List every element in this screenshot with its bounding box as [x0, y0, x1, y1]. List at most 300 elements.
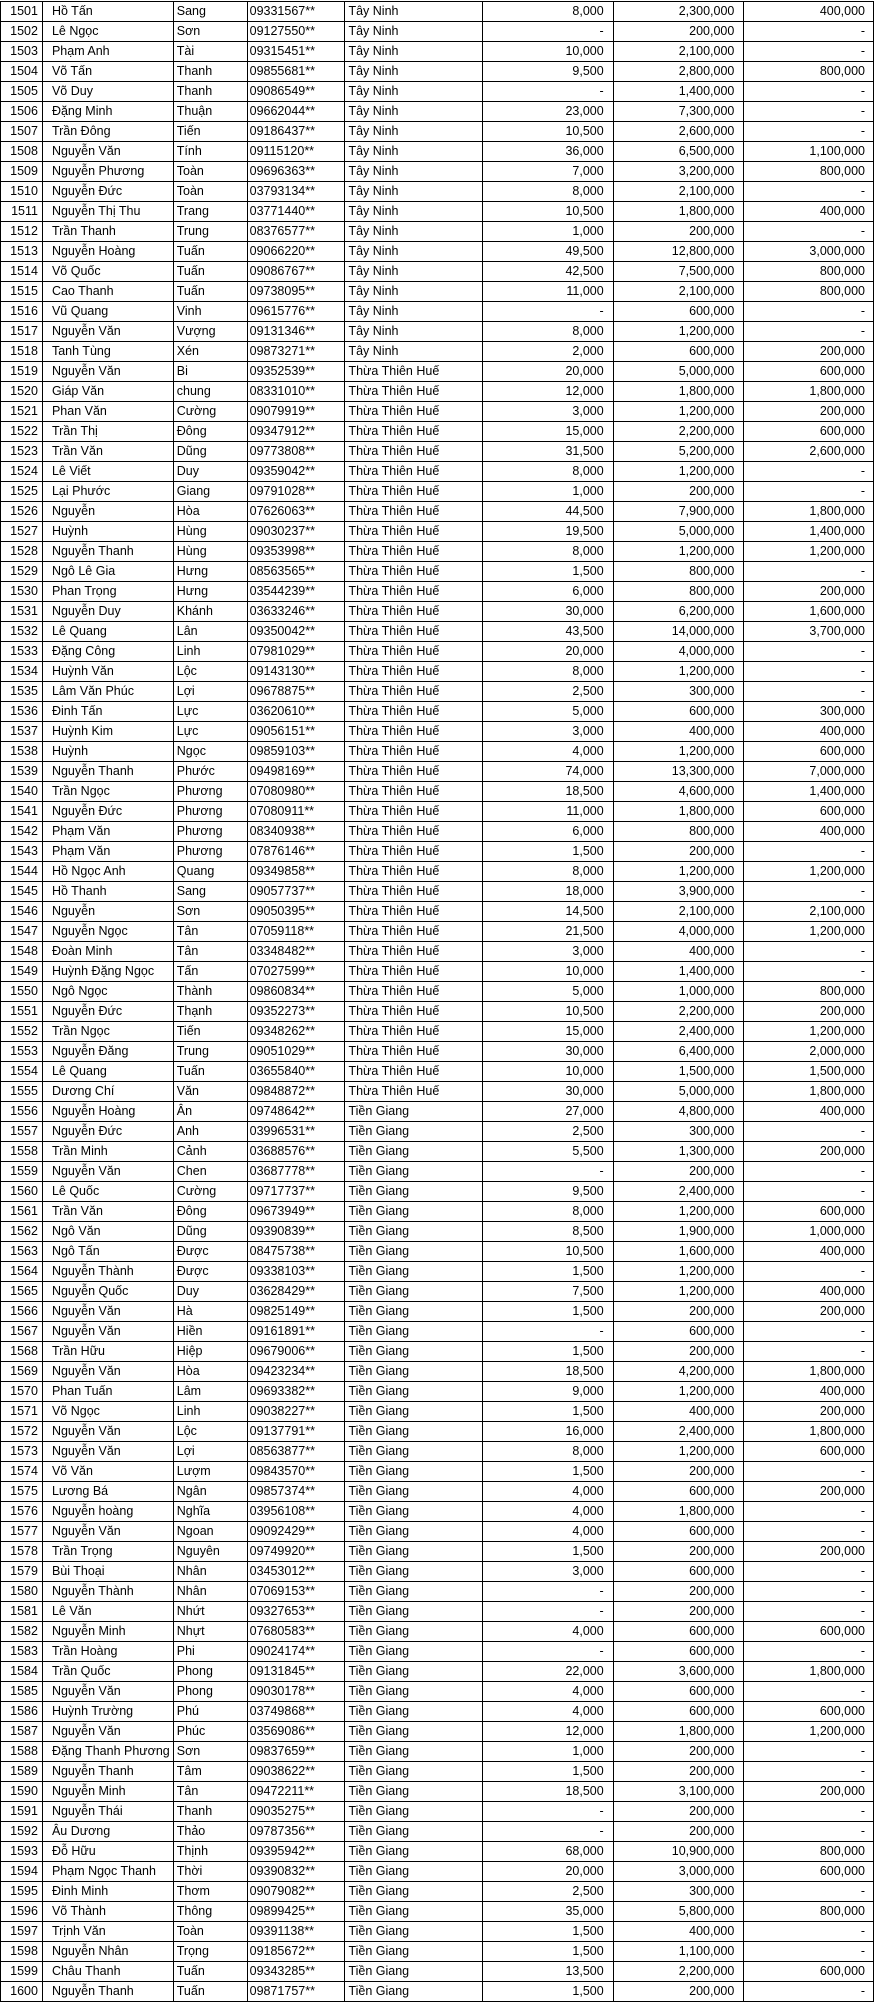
- phone-cell: 09498169**: [247, 762, 345, 782]
- total-cell: 200,000: [613, 1162, 744, 1182]
- province-cell: Thừa Thiên Huế: [345, 502, 483, 522]
- bonus-cell: 600,000: [744, 1202, 874, 1222]
- province-cell: Thừa Thiên Huế: [345, 422, 483, 442]
- phone-cell: 09873271**: [247, 342, 345, 362]
- bonus-cell: 200,000: [744, 582, 874, 602]
- province-cell: Tây Ninh: [345, 22, 483, 42]
- given-name-cell: Phong: [173, 1662, 247, 1682]
- row-number-cell: 1552: [1, 1022, 43, 1042]
- table-row: [1, 1022, 874, 1042]
- total-cell: 4,200,000: [613, 1362, 744, 1382]
- amount-cell: 8,500: [483, 1222, 614, 1242]
- table-row: [1, 342, 874, 362]
- surname-cell: Võ Văn: [42, 1462, 173, 1482]
- row-number-cell: 1577: [1, 1522, 43, 1542]
- total-cell: 4,800,000: [613, 1102, 744, 1122]
- given-name-cell: Thanh: [173, 82, 247, 102]
- bonus-cell: -: [744, 562, 874, 582]
- province-cell: Tiền Giang: [345, 1522, 483, 1542]
- row-number-cell: 1591: [1, 1802, 43, 1822]
- bonus-cell: -: [744, 1502, 874, 1522]
- surname-cell: Đỗ Hữu: [42, 1842, 173, 1862]
- surname-cell: Nguyễn: [42, 502, 173, 522]
- row-number-cell: 1574: [1, 1462, 43, 1482]
- bonus-cell: 600,000: [744, 1702, 874, 1722]
- phone-cell: 09843570**: [247, 1462, 345, 1482]
- given-name-cell: Ngân: [173, 1482, 247, 1502]
- total-cell: 2,200,000: [613, 1002, 744, 1022]
- bonus-cell: 200,000: [744, 1402, 874, 1422]
- given-name-cell: Hà: [173, 1302, 247, 1322]
- bonus-cell: 300,000: [744, 702, 874, 722]
- surname-cell: Đặng Minh: [42, 102, 173, 122]
- table-row: [1, 1462, 874, 1482]
- total-cell: 600,000: [613, 1482, 744, 1502]
- row-number-cell: 1513: [1, 242, 43, 262]
- table-row: [1, 442, 874, 462]
- row-number-cell: 1544: [1, 862, 43, 882]
- table-row: [1, 122, 874, 142]
- table-row: [1, 1002, 874, 1022]
- total-cell: 1,400,000: [613, 82, 744, 102]
- row-number-cell: 1569: [1, 1362, 43, 1382]
- total-cell: 200,000: [613, 222, 744, 242]
- phone-cell: 09038227**: [247, 1402, 345, 1422]
- amount-cell: 10,000: [483, 962, 614, 982]
- given-name-cell: Trọng: [173, 1942, 247, 1962]
- bonus-cell: -: [744, 942, 874, 962]
- bonus-cell: 2,000,000: [744, 1042, 874, 1062]
- table-row: [1, 1902, 874, 1922]
- surname-cell: Nguyễn Thị Thu: [42, 202, 173, 222]
- phone-cell: 03569086**: [247, 1722, 345, 1742]
- row-number-cell: 1583: [1, 1642, 43, 1662]
- phone-cell: 09327653**: [247, 1602, 345, 1622]
- table-row: [1, 1842, 874, 1862]
- province-cell: Tây Ninh: [345, 142, 483, 162]
- phone-cell: 03628429**: [247, 1282, 345, 1302]
- given-name-cell: Tuấn: [173, 1062, 247, 1082]
- surname-cell: Trần Văn: [42, 1202, 173, 1222]
- surname-cell: Lê Ngọc: [42, 22, 173, 42]
- row-number-cell: 1596: [1, 1902, 43, 1922]
- province-cell: Thừa Thiên Huế: [345, 762, 483, 782]
- row-number-cell: 1507: [1, 122, 43, 142]
- row-number-cell: 1600: [1, 1982, 43, 2002]
- province-cell: Thừa Thiên Huế: [345, 462, 483, 482]
- given-name-cell: Linh: [173, 1402, 247, 1422]
- province-cell: Tiền Giang: [345, 1282, 483, 1302]
- province-cell: Tây Ninh: [345, 342, 483, 362]
- bonus-cell: 800,000: [744, 262, 874, 282]
- row-number-cell: 1579: [1, 1562, 43, 1582]
- amount-cell: 16,000: [483, 1422, 614, 1442]
- phone-cell: 03771440**: [247, 202, 345, 222]
- surname-cell: Nguyễn Minh: [42, 1622, 173, 1642]
- given-name-cell: Sơn: [173, 22, 247, 42]
- total-cell: 4,600,000: [613, 782, 744, 802]
- phone-cell: 09349858**: [247, 862, 345, 882]
- surname-cell: Nguyễn Duy: [42, 602, 173, 622]
- table-row: [1, 1802, 874, 1822]
- row-number-cell: 1580: [1, 1582, 43, 1602]
- surname-cell: Phan Trọng: [42, 582, 173, 602]
- total-cell: 3,600,000: [613, 1662, 744, 1682]
- surname-cell: Nguyễn Thanh: [42, 1982, 173, 2002]
- row-number-cell: 1525: [1, 482, 43, 502]
- table-row: [1, 1162, 874, 1182]
- total-cell: 200,000: [613, 1302, 744, 1322]
- row-number-cell: 1505: [1, 82, 43, 102]
- total-cell: 400,000: [613, 942, 744, 962]
- row-number-cell: 1511: [1, 202, 43, 222]
- province-cell: Tây Ninh: [345, 122, 483, 142]
- table-row: [1, 942, 874, 962]
- surname-cell: Huỳnh: [42, 742, 173, 762]
- amount-cell: 74,000: [483, 762, 614, 782]
- surname-cell: Lê Quang: [42, 622, 173, 642]
- bonus-cell: -: [744, 842, 874, 862]
- phone-cell: 03348482**: [247, 942, 345, 962]
- amount-cell: 8,000: [483, 542, 614, 562]
- province-cell: Tiền Giang: [345, 1122, 483, 1142]
- given-name-cell: Sang: [173, 882, 247, 902]
- bonus-cell: -: [744, 1642, 874, 1662]
- bonus-cell: -: [744, 1262, 874, 1282]
- surname-cell: Nguyễn Văn: [42, 362, 173, 382]
- given-name-cell: Ngọc: [173, 742, 247, 762]
- total-cell: 13,300,000: [613, 762, 744, 782]
- phone-cell: 09343285**: [247, 1962, 345, 1982]
- surname-cell: Nguyễn Minh: [42, 1782, 173, 1802]
- total-cell: 2,200,000: [613, 422, 744, 442]
- surname-cell: Võ Quốc: [42, 262, 173, 282]
- province-cell: Tiền Giang: [345, 1182, 483, 1202]
- row-number-cell: 1561: [1, 1202, 43, 1222]
- province-cell: Tiền Giang: [345, 1662, 483, 1682]
- bonus-cell: -: [744, 1342, 874, 1362]
- phone-cell: 09859103**: [247, 742, 345, 762]
- surname-cell: Võ Thành: [42, 1902, 173, 1922]
- phone-cell: 07027599**: [247, 962, 345, 982]
- amount-cell: -: [483, 1162, 614, 1182]
- total-cell: 1,300,000: [613, 1142, 744, 1162]
- province-cell: Thừa Thiên Huế: [345, 942, 483, 962]
- row-number-cell: 1584: [1, 1662, 43, 1682]
- given-name-cell: Hiền: [173, 1322, 247, 1342]
- given-name-cell: Trung: [173, 1042, 247, 1062]
- phone-cell: 09131346**: [247, 322, 345, 342]
- amount-cell: 9,000: [483, 1382, 614, 1402]
- amount-cell: 43,500: [483, 622, 614, 642]
- given-name-cell: Nguyên: [173, 1542, 247, 1562]
- province-cell: Tây Ninh: [345, 102, 483, 122]
- given-name-cell: Sang: [173, 2, 247, 22]
- row-number-cell: 1534: [1, 662, 43, 682]
- row-number-cell: 1502: [1, 22, 43, 42]
- bonus-cell: -: [744, 1762, 874, 1782]
- amount-cell: 1,500: [483, 1462, 614, 1482]
- total-cell: 800,000: [613, 582, 744, 602]
- given-name-cell: Hiệp: [173, 1342, 247, 1362]
- row-number-cell: 1515: [1, 282, 43, 302]
- total-cell: 200,000: [613, 1762, 744, 1782]
- row-number-cell: 1520: [1, 382, 43, 402]
- surname-cell: Ngô Ngọc: [42, 982, 173, 1002]
- table-row: [1, 1302, 874, 1322]
- total-cell: 2,100,000: [613, 902, 744, 922]
- bonus-cell: 800,000: [744, 982, 874, 1002]
- surname-cell: Nguyễn Đức: [42, 1002, 173, 1022]
- surname-cell: Nguyễn Văn: [42, 1162, 173, 1182]
- province-cell: Tiền Giang: [345, 1742, 483, 1762]
- phone-cell: 09673949**: [247, 1202, 345, 1222]
- total-cell: 600,000: [613, 1522, 744, 1542]
- row-number-cell: 1564: [1, 1262, 43, 1282]
- surname-cell: Nguyễn Đăng: [42, 1042, 173, 1062]
- province-cell: Tiền Giang: [345, 1502, 483, 1522]
- bonus-cell: 800,000: [744, 1902, 874, 1922]
- table-row: [1, 1562, 874, 1582]
- bonus-cell: 200,000: [744, 342, 874, 362]
- surname-cell: Ngô Lê Gia: [42, 562, 173, 582]
- table-row: [1, 602, 874, 622]
- bonus-cell: -: [744, 1982, 874, 2002]
- total-cell: 2,800,000: [613, 62, 744, 82]
- phone-cell: 09161891**: [247, 1322, 345, 1342]
- row-number-cell: 1528: [1, 542, 43, 562]
- total-cell: 1,800,000: [613, 1502, 744, 1522]
- table-row: [1, 1762, 874, 1782]
- phone-cell: 07680583**: [247, 1622, 345, 1642]
- phone-cell: 09079919**: [247, 402, 345, 422]
- phone-cell: 09338103**: [247, 1262, 345, 1282]
- surname-cell: Nguyễn Văn: [42, 1322, 173, 1342]
- province-cell: Tiền Giang: [345, 1782, 483, 1802]
- given-name-cell: Tân: [173, 942, 247, 962]
- total-cell: 5,200,000: [613, 442, 744, 462]
- table-row: [1, 1242, 874, 1262]
- given-name-cell: Duy: [173, 1282, 247, 1302]
- total-cell: 300,000: [613, 682, 744, 702]
- amount-cell: -: [483, 22, 614, 42]
- row-number-cell: 1587: [1, 1722, 43, 1742]
- table-row: [1, 1962, 874, 1982]
- row-number-cell: 1559: [1, 1162, 43, 1182]
- given-name-cell: Lực: [173, 722, 247, 742]
- bonus-cell: -: [744, 1802, 874, 1822]
- given-name-cell: Lâm: [173, 1382, 247, 1402]
- table-row: [1, 102, 874, 122]
- surname-cell: Hồ Tấn: [42, 2, 173, 22]
- total-cell: 200,000: [613, 842, 744, 862]
- phone-cell: 09749920**: [247, 1542, 345, 1562]
- row-number-cell: 1576: [1, 1502, 43, 1522]
- bonus-cell: 400,000: [744, 2, 874, 22]
- total-cell: 1,000,000: [613, 982, 744, 1002]
- total-cell: 1,200,000: [613, 402, 744, 422]
- province-cell: Tiền Giang: [345, 1642, 483, 1662]
- table-row: [1, 822, 874, 842]
- amount-cell: 15,000: [483, 1022, 614, 1042]
- province-cell: Thừa Thiên Huế: [345, 682, 483, 702]
- province-cell: Thừa Thiên Huế: [345, 862, 483, 882]
- surname-cell: Nguyễn Nhân: [42, 1942, 173, 1962]
- province-cell: Tiền Giang: [345, 1402, 483, 1422]
- phone-cell: 09347912**: [247, 422, 345, 442]
- table-row: [1, 1362, 874, 1382]
- phone-cell: 09678875**: [247, 682, 345, 702]
- bonus-cell: 200,000: [744, 1482, 874, 1502]
- table-row: [1, 1102, 874, 1122]
- surname-cell: Trần Đông: [42, 122, 173, 142]
- province-cell: Thừa Thiên Huế: [345, 1002, 483, 1022]
- bonus-cell: -: [744, 882, 874, 902]
- given-name-cell: Nghĩa: [173, 1502, 247, 1522]
- bonus-cell: 600,000: [744, 802, 874, 822]
- total-cell: 1,800,000: [613, 202, 744, 222]
- province-cell: Tiền Giang: [345, 1162, 483, 1182]
- bonus-cell: 1,800,000: [744, 1422, 874, 1442]
- total-cell: 4,000,000: [613, 922, 744, 942]
- amount-cell: -: [483, 1822, 614, 1842]
- phone-cell: 09092429**: [247, 1522, 345, 1542]
- total-cell: 600,000: [613, 1622, 744, 1642]
- surname-cell: Đinh Tấn: [42, 702, 173, 722]
- row-number-cell: 1589: [1, 1762, 43, 1782]
- table-row: [1, 902, 874, 922]
- bonus-cell: 400,000: [744, 1242, 874, 1262]
- surname-cell: Phạm Ngọc Thanh: [42, 1862, 173, 1882]
- given-name-cell: Đông: [173, 1202, 247, 1222]
- table-row: [1, 322, 874, 342]
- province-cell: Thừa Thiên Huế: [345, 982, 483, 1002]
- bonus-cell: -: [744, 1682, 874, 1702]
- total-cell: 2,600,000: [613, 122, 744, 142]
- bonus-cell: -: [744, 1182, 874, 1202]
- surname-cell: Dương Chí: [42, 1082, 173, 1102]
- total-cell: 300,000: [613, 1122, 744, 1142]
- surname-cell: Lương Bá: [42, 1482, 173, 1502]
- phone-cell: 03793134**: [247, 182, 345, 202]
- row-number-cell: 1543: [1, 842, 43, 862]
- phone-cell: 08376577**: [247, 222, 345, 242]
- phone-cell: 09395942**: [247, 1842, 345, 1862]
- amount-cell: 12,000: [483, 382, 614, 402]
- bonus-cell: 3,000,000: [744, 242, 874, 262]
- amount-cell: 35,000: [483, 1902, 614, 1922]
- total-cell: 7,900,000: [613, 502, 744, 522]
- given-name-cell: Lộc: [173, 662, 247, 682]
- given-name-cell: Cường: [173, 402, 247, 422]
- bonus-cell: -: [744, 1582, 874, 1602]
- total-cell: 400,000: [613, 1402, 744, 1422]
- total-cell: 1,200,000: [613, 1382, 744, 1402]
- table-row: [1, 42, 874, 62]
- amount-cell: 3,000: [483, 942, 614, 962]
- given-name-cell: Thạnh: [173, 1002, 247, 1022]
- given-name-cell: Thơm: [173, 1882, 247, 1902]
- amount-cell: 14,500: [483, 902, 614, 922]
- row-number-cell: 1549: [1, 962, 43, 982]
- total-cell: 2,400,000: [613, 1182, 744, 1202]
- amount-cell: 1,500: [483, 1262, 614, 1282]
- province-cell: Tiền Giang: [345, 1982, 483, 2002]
- total-cell: 14,000,000: [613, 622, 744, 642]
- phone-cell: 09143130**: [247, 662, 345, 682]
- amount-cell: -: [483, 1582, 614, 1602]
- table-row: [1, 1482, 874, 1502]
- given-name-cell: Hùng: [173, 522, 247, 542]
- province-cell: Thừa Thiên Huế: [345, 402, 483, 422]
- table-row: [1, 622, 874, 642]
- phone-cell: 09051029**: [247, 1042, 345, 1062]
- surname-cell: Phạm Anh: [42, 42, 173, 62]
- surname-cell: Nguyễn Văn: [42, 1362, 173, 1382]
- bonus-cell: 1,200,000: [744, 922, 874, 942]
- amount-cell: 4,000: [483, 1702, 614, 1722]
- surname-cell: Phạm Văn: [42, 842, 173, 862]
- phone-cell: 09348262**: [247, 1022, 345, 1042]
- total-cell: 1,800,000: [613, 382, 744, 402]
- table-row: [1, 242, 874, 262]
- given-name-cell: Tính: [173, 142, 247, 162]
- total-cell: 1,200,000: [613, 542, 744, 562]
- phone-cell: 07080980**: [247, 782, 345, 802]
- row-number-cell: 1504: [1, 62, 43, 82]
- phone-cell: 09860834**: [247, 982, 345, 1002]
- surname-cell: Phạm Văn: [42, 822, 173, 842]
- surname-cell: Huỳnh Trường: [42, 1702, 173, 1722]
- total-cell: 600,000: [613, 1682, 744, 1702]
- table-row: [1, 562, 874, 582]
- row-number-cell: 1522: [1, 422, 43, 442]
- total-cell: 600,000: [613, 1562, 744, 1582]
- province-cell: Tiền Giang: [345, 1442, 483, 1462]
- row-number-cell: 1567: [1, 1322, 43, 1342]
- bonus-cell: 400,000: [744, 1382, 874, 1402]
- bonus-cell: 1,600,000: [744, 602, 874, 622]
- table-row: [1, 802, 874, 822]
- amount-cell: 20,000: [483, 642, 614, 662]
- table-row: [1, 662, 874, 682]
- table-row: [1, 1742, 874, 1762]
- table-row: [1, 542, 874, 562]
- total-cell: 200,000: [613, 22, 744, 42]
- amount-cell: 13,500: [483, 1962, 614, 1982]
- given-name-cell: Ân: [173, 1102, 247, 1122]
- province-cell: Tây Ninh: [345, 282, 483, 302]
- row-number-cell: 1553: [1, 1042, 43, 1062]
- surname-cell: Nguyễn Văn: [42, 1722, 173, 1742]
- surname-cell: Nguyễn Văn: [42, 142, 173, 162]
- phone-cell: 03620610**: [247, 702, 345, 722]
- row-number-cell: 1598: [1, 1942, 43, 1962]
- amount-cell: 1,500: [483, 1542, 614, 1562]
- province-cell: Tiền Giang: [345, 1302, 483, 1322]
- total-cell: 10,900,000: [613, 1842, 744, 1862]
- amount-cell: 1,500: [483, 1762, 614, 1782]
- amount-cell: -: [483, 1322, 614, 1342]
- bonus-cell: -: [744, 1822, 874, 1842]
- row-number-cell: 1539: [1, 762, 43, 782]
- given-name-cell: Toàn: [173, 1922, 247, 1942]
- given-name-cell: Tiến: [173, 122, 247, 142]
- amount-cell: 20,000: [483, 362, 614, 382]
- phone-cell: 09331567**: [247, 2, 345, 22]
- phone-cell: 03749868**: [247, 1702, 345, 1722]
- province-cell: Thừa Thiên Huế: [345, 662, 483, 682]
